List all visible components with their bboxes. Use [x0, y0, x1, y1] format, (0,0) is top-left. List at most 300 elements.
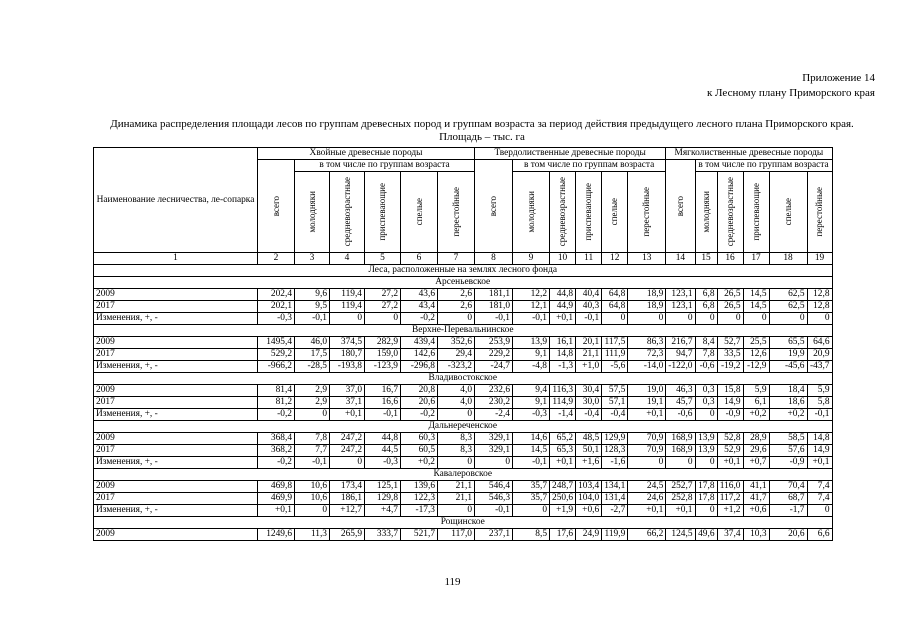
table-cell: 202,4	[258, 289, 295, 301]
table-row	[94, 505, 833, 517]
table-cell: -0,1	[513, 313, 550, 325]
header-age-2-5: перестойные	[628, 172, 666, 253]
table-cell: 14,9	[717, 397, 743, 409]
table-cell: -5,6	[602, 361, 628, 373]
table-cell: 247,2	[330, 445, 365, 457]
table-cell: 282,9	[365, 337, 401, 349]
table-cell: 0	[438, 313, 475, 325]
table-cell: 237,1	[475, 529, 513, 541]
table-cell: +0,1	[807, 457, 832, 469]
table-cell: 12,8	[807, 301, 832, 313]
table-cell: 180,7	[330, 349, 365, 361]
table-cell: +0,1	[666, 505, 695, 517]
table-cell: 546,3	[475, 493, 513, 505]
column-number-6: 6	[401, 253, 438, 265]
section-name: Дальнереченское	[94, 421, 833, 433]
column-number-9: 9	[513, 253, 550, 265]
table-cell: 43,6	[401, 289, 438, 301]
table-cell: 29,4	[438, 349, 475, 361]
table-cell: 6,6	[807, 529, 832, 541]
table-cell: -1,6	[602, 457, 628, 469]
header-subgroup-3: в том числе по группам возраста	[695, 160, 832, 172]
table-cell: 114,9	[550, 397, 576, 409]
table-cell: 94,7	[666, 349, 695, 361]
table-cell: 37,1	[330, 397, 365, 409]
table-row	[94, 301, 833, 313]
table-cell: 19,9	[769, 349, 807, 361]
table-cell: 17,8	[695, 493, 717, 505]
table-cell: 123,1	[666, 289, 695, 301]
table-row	[94, 409, 833, 421]
header-age-3-3: приспевающие	[743, 172, 769, 253]
table-cell: 2,6	[438, 301, 475, 313]
header-age-2-3: приспевающие	[576, 172, 602, 253]
table-cell: 45,7	[666, 397, 695, 409]
table-cell: 0	[695, 313, 717, 325]
table-cell: 368,4	[258, 433, 295, 445]
table-cell: 18,4	[769, 385, 807, 397]
category-label: Леса, расположенные на землях лесного фонда	[94, 265, 833, 277]
table-cell: 20,6	[401, 397, 438, 409]
table-cell: -0,1	[807, 409, 832, 421]
table-header	[94, 148, 833, 265]
table-cell: 4,0	[438, 385, 475, 397]
table-cell: 17,8	[695, 481, 717, 493]
table-cell: 2,9	[295, 385, 330, 397]
table-cell: 216,7	[666, 337, 695, 349]
table-cell: 116,0	[717, 481, 743, 493]
table-cell: 70,9	[628, 445, 666, 457]
header-age-1-1: молодняки	[295, 172, 330, 253]
column-number-8: 8	[475, 253, 513, 265]
table-cell: 521,7	[401, 529, 438, 541]
table-cell: 24,9	[576, 529, 602, 541]
table-cell: 8,3	[438, 445, 475, 457]
table-cell: 439,4	[401, 337, 438, 349]
table-cell: 37,0	[330, 385, 365, 397]
table-cell: 29,6	[743, 445, 769, 457]
table-cell: 0	[628, 313, 666, 325]
table-cell: 6,8	[695, 301, 717, 313]
header-age-3-1: молодняки	[695, 172, 717, 253]
table-cell: 352,6	[438, 337, 475, 349]
table-cell: 60,5	[401, 445, 438, 457]
table-cell: 49,6	[695, 529, 717, 541]
table-cell: 230,2	[475, 397, 513, 409]
table-cell: 181,1	[475, 289, 513, 301]
table-cell: 10,6	[295, 481, 330, 493]
table-cell: 250,6	[550, 493, 576, 505]
table-cell: 0	[769, 313, 807, 325]
table-cell: 10,3	[743, 529, 769, 541]
header-subgroup-1: в том числе по группам возраста	[295, 160, 475, 172]
table-cell: -1,7	[769, 505, 807, 517]
table-cell: 122,3	[401, 493, 438, 505]
header-age-1-3: приспевающие	[365, 172, 401, 253]
table-cell: 13,9	[513, 337, 550, 349]
table-cell: 8,4	[695, 337, 717, 349]
table-cell: 17,6	[550, 529, 576, 541]
table-cell: -0,9	[769, 457, 807, 469]
table-row	[94, 349, 833, 361]
table-cell: 21,1	[576, 349, 602, 361]
section-row	[94, 469, 833, 481]
header-total-2: всего	[475, 160, 513, 253]
table-cell: 104,0	[576, 493, 602, 505]
table-cell: 64,8	[602, 289, 628, 301]
table-cell: 0	[695, 409, 717, 421]
column-number-4: 4	[330, 253, 365, 265]
table-row	[94, 433, 833, 445]
table-cell: +0,7	[743, 457, 769, 469]
table-cell: 6,8	[695, 289, 717, 301]
table-cell: -0,2	[401, 409, 438, 421]
table-cell: 30,0	[576, 397, 602, 409]
table-cell: 368,2	[258, 445, 295, 457]
table-cell: 125,1	[365, 481, 401, 493]
table-cell: 119,9	[602, 529, 628, 541]
table-cell: 0	[602, 313, 628, 325]
table-cell: 546,4	[475, 481, 513, 493]
table-cell: 0,3	[695, 397, 717, 409]
table-cell: 37,4	[717, 529, 743, 541]
table-cell: 44,8	[365, 433, 401, 445]
table-cell: -193,8	[330, 361, 365, 373]
table-cell: 329,1	[475, 433, 513, 445]
table-cell: 24,6	[628, 493, 666, 505]
table-cell: 86,3	[628, 337, 666, 349]
table-cell: 44,8	[550, 289, 576, 301]
column-number-18: 18	[769, 253, 807, 265]
table-cell: 52,7	[717, 337, 743, 349]
table-cell: 248,7	[550, 481, 576, 493]
table-cell: 229,2	[475, 349, 513, 361]
table-cell: +0,1	[330, 409, 365, 421]
column-number-5: 5	[365, 253, 401, 265]
table-cell: -296,8	[401, 361, 438, 373]
table-cell: 12,6	[743, 349, 769, 361]
table-cell: 2,6	[438, 289, 475, 301]
table-cell: 12,1	[513, 301, 550, 313]
table-cell: +0,2	[401, 457, 438, 469]
table-cell: 4,0	[438, 397, 475, 409]
table-cell: 117,0	[438, 529, 475, 541]
table-cell: 8,3	[438, 433, 475, 445]
table-cell: 0	[295, 409, 330, 421]
table-cell: 469,9	[258, 493, 295, 505]
table-cell: 68,7	[769, 493, 807, 505]
table-cell: 0	[807, 313, 832, 325]
column-number-3: 3	[295, 253, 330, 265]
column-number-10: 10	[550, 253, 576, 265]
table-cell: -323,2	[438, 361, 475, 373]
table-cell: 0	[295, 505, 330, 517]
table-cell: 65,2	[550, 433, 576, 445]
table-cell: 5,9	[807, 385, 832, 397]
table-cell: 27,2	[365, 289, 401, 301]
table-cell: -0,1	[475, 505, 513, 517]
table-cell: +0,2	[743, 409, 769, 421]
table-cell: 181,0	[475, 301, 513, 313]
table-cell: 46,3	[666, 385, 695, 397]
table-cell: 232,6	[475, 385, 513, 397]
row-label: Изменения, +, -	[94, 361, 258, 373]
row-label: 2017	[94, 301, 258, 313]
table-cell: 35,7	[513, 493, 550, 505]
table-cell: 41,1	[743, 481, 769, 493]
table-cell: -0,3	[365, 457, 401, 469]
table-cell: 64,6	[807, 337, 832, 349]
table-cell: +0,1	[258, 505, 295, 517]
table-cell: 20,9	[807, 349, 832, 361]
table-cell: 139,6	[401, 481, 438, 493]
table-cell: 57,6	[769, 445, 807, 457]
header-age-3-5: перестойные	[807, 172, 832, 253]
table-cell: 65,3	[550, 445, 576, 457]
table-cell: +0,1	[628, 505, 666, 517]
table-cell: 247,2	[330, 433, 365, 445]
table-cell: 13,9	[695, 433, 717, 445]
table-cell: 14,9	[807, 445, 832, 457]
column-number-7: 7	[438, 253, 475, 265]
table-cell: 0	[438, 457, 475, 469]
row-label: 2009	[94, 481, 258, 493]
table-cell: -0,1	[365, 409, 401, 421]
table-cell: -123,9	[365, 361, 401, 373]
table-cell: +1,0	[576, 361, 602, 373]
header-age-2-4: спелые	[602, 172, 628, 253]
table-cell: -0,1	[576, 313, 602, 325]
header-subgroup-2: в том числе по группам возраста	[513, 160, 666, 172]
table-cell: 0	[513, 505, 550, 517]
column-number-14: 14	[666, 253, 695, 265]
appendix-number: Приложение 14	[802, 72, 875, 84]
table-cell: 0	[743, 313, 769, 325]
column-number-11: 11	[576, 253, 602, 265]
table-cell: 5,8	[807, 397, 832, 409]
table-cell: 0	[438, 409, 475, 421]
table-cell: -4,8	[513, 361, 550, 373]
table-cell: 18,6	[769, 397, 807, 409]
table-cell: 0	[717, 313, 743, 325]
table-cell: 119,4	[330, 289, 365, 301]
table-cell: 15,8	[717, 385, 743, 397]
section-row	[94, 373, 833, 385]
appendix-reference: к Лесному плану Приморского края	[706, 87, 875, 99]
table-cell: 14,5	[743, 289, 769, 301]
table-cell: 9,6	[295, 289, 330, 301]
category-row	[94, 265, 833, 277]
header-age-1-2: средневозрастные	[330, 172, 365, 253]
table-cell: 7,8	[695, 349, 717, 361]
table-cell: +0,1	[717, 457, 743, 469]
table-cell: 60,3	[401, 433, 438, 445]
table-cell: 81,4	[258, 385, 295, 397]
header-age-1-4: спелые	[401, 172, 438, 253]
table-cell: 70,4	[769, 481, 807, 493]
section-row	[94, 517, 833, 529]
column-number-1: 1	[94, 253, 258, 265]
column-number-19: 19	[807, 253, 832, 265]
table-cell: 44,9	[550, 301, 576, 313]
table-cell: 64,8	[602, 301, 628, 313]
table-cell: 168,9	[666, 445, 695, 457]
table-cell: +0,6	[743, 505, 769, 517]
column-number-15: 15	[695, 253, 717, 265]
table-cell: 0	[475, 457, 513, 469]
table-cell: -28,5	[295, 361, 330, 373]
table-cell: 26,5	[717, 289, 743, 301]
table-cell: -0,2	[258, 409, 295, 421]
table-cell: 142,6	[401, 349, 438, 361]
table-cell: 116,3	[550, 385, 576, 397]
section-name: Рощинское	[94, 517, 833, 529]
table-cell: 70,9	[628, 433, 666, 445]
table-cell: 46,0	[295, 337, 330, 349]
table-cell: 0	[695, 457, 717, 469]
table-cell: +0,2	[769, 409, 807, 421]
table-cell: 265,9	[330, 529, 365, 541]
table-cell: 202,1	[258, 301, 295, 313]
table-cell: -45,6	[769, 361, 807, 373]
table-cell: 0	[807, 505, 832, 517]
table-row	[94, 361, 833, 373]
table-cell: -1,4	[550, 409, 576, 421]
header-row-column-numbers	[94, 253, 833, 265]
table-cell: 252,7	[666, 481, 695, 493]
table-cell: 19,0	[628, 385, 666, 397]
table-cell: -14,0	[628, 361, 666, 373]
table-cell: 5,9	[743, 385, 769, 397]
table-cell: 24,5	[628, 481, 666, 493]
header-total-3: всего	[666, 160, 695, 253]
row-label: Изменения, +, -	[94, 313, 258, 325]
table-cell: 0	[666, 457, 695, 469]
table-cell: 129,9	[602, 433, 628, 445]
table-cell: 11,3	[295, 529, 330, 541]
row-label: 2009	[94, 529, 258, 541]
table-cell: 0	[438, 505, 475, 517]
header-age-2-1: молодняки	[513, 172, 550, 253]
table-cell: 129,8	[365, 493, 401, 505]
table-cell: 16,1	[550, 337, 576, 349]
table-cell: -0,3	[258, 313, 295, 325]
table-cell: 2,9	[295, 397, 330, 409]
table-title: Динамика распределения площади лесов по группам древесных пород и группам возраста за период действия предыдущего лесного плана Приморского края. Площадь – тыс. га	[110, 118, 854, 143]
table-cell: +0,1	[628, 409, 666, 421]
table-cell: 111,9	[602, 349, 628, 361]
table-cell: -12,9	[743, 361, 769, 373]
table-cell: 0	[628, 457, 666, 469]
table-cell: 7,7	[295, 445, 330, 457]
table-cell: 329,1	[475, 445, 513, 457]
table-cell: 9,1	[513, 397, 550, 409]
header-age-1-5: перестойные	[438, 172, 475, 253]
table-cell: 168,9	[666, 433, 695, 445]
header-group-1: Хвойные древесные породы	[258, 148, 475, 160]
table-cell: 6,1	[743, 397, 769, 409]
table-row	[94, 529, 833, 541]
table-cell: 21,1	[438, 481, 475, 493]
column-number-17: 17	[743, 253, 769, 265]
table-cell: 333,7	[365, 529, 401, 541]
table-cell: 18,9	[628, 289, 666, 301]
header-age-3-2: средневозрастные	[717, 172, 743, 253]
table-cell: 12,8	[807, 289, 832, 301]
table-cell: 9,1	[513, 349, 550, 361]
row-label: 2009	[94, 433, 258, 445]
forest-area-table	[93, 147, 833, 541]
table-cell: 14,5	[513, 445, 550, 457]
table-cell: 253,9	[475, 337, 513, 349]
table-cell: 12,2	[513, 289, 550, 301]
table-cell: 20,8	[401, 385, 438, 397]
table-cell: 17,5	[295, 349, 330, 361]
table-cell: -0,9	[717, 409, 743, 421]
table-cell: 25,5	[743, 337, 769, 349]
table-cell: 18,9	[628, 301, 666, 313]
table-cell: 0	[330, 313, 365, 325]
table-cell: -43,7	[807, 361, 832, 373]
table-cell: 72,3	[628, 349, 666, 361]
table-cell: -1,3	[550, 361, 576, 373]
table-cell: 8,5	[513, 529, 550, 541]
table-cell: 1249,6	[258, 529, 295, 541]
table-cell: 52,8	[717, 433, 743, 445]
table-cell: 0	[666, 313, 695, 325]
table-cell: 44,5	[365, 445, 401, 457]
table-cell: +12,7	[330, 505, 365, 517]
table-cell: 117,5	[602, 337, 628, 349]
table-cell: -17,3	[401, 505, 438, 517]
row-label: 2009	[94, 289, 258, 301]
table-cell: 58,5	[769, 433, 807, 445]
table-cell: 123,1	[666, 301, 695, 313]
table-cell: 117,2	[717, 493, 743, 505]
table-cell: -24,7	[475, 361, 513, 373]
row-label: 2017	[94, 397, 258, 409]
table-cell: 52,9	[717, 445, 743, 457]
table-cell: 33,5	[717, 349, 743, 361]
table-body	[94, 265, 833, 541]
table-cell: +0,6	[576, 505, 602, 517]
table-cell: -0,1	[513, 457, 550, 469]
table-cell: -0,2	[401, 313, 438, 325]
table-cell: 35,7	[513, 481, 550, 493]
header-name-column: Наименование лесничества, ле-сопарка	[94, 148, 258, 253]
table-cell: 40,4	[576, 289, 602, 301]
table-cell: 7,4	[807, 481, 832, 493]
table-cell: 57,5	[602, 385, 628, 397]
header-row-groups	[94, 148, 833, 160]
table-cell: 27,2	[365, 301, 401, 313]
table-cell: +1,9	[550, 505, 576, 517]
table-row	[94, 397, 833, 409]
table-cell: 0,3	[695, 385, 717, 397]
row-label: 2017	[94, 445, 258, 457]
table-cell: 21,1	[438, 493, 475, 505]
table-cell: 14,8	[807, 433, 832, 445]
column-number-16: 16	[717, 253, 743, 265]
table-cell: 9,4	[513, 385, 550, 397]
table-cell: 131,4	[602, 493, 628, 505]
table-row	[94, 313, 833, 325]
section-name: Владивостокское	[94, 373, 833, 385]
table-cell: 10,6	[295, 493, 330, 505]
table-cell: -0,6	[666, 409, 695, 421]
table-row	[94, 337, 833, 349]
table-cell: 43,4	[401, 301, 438, 313]
